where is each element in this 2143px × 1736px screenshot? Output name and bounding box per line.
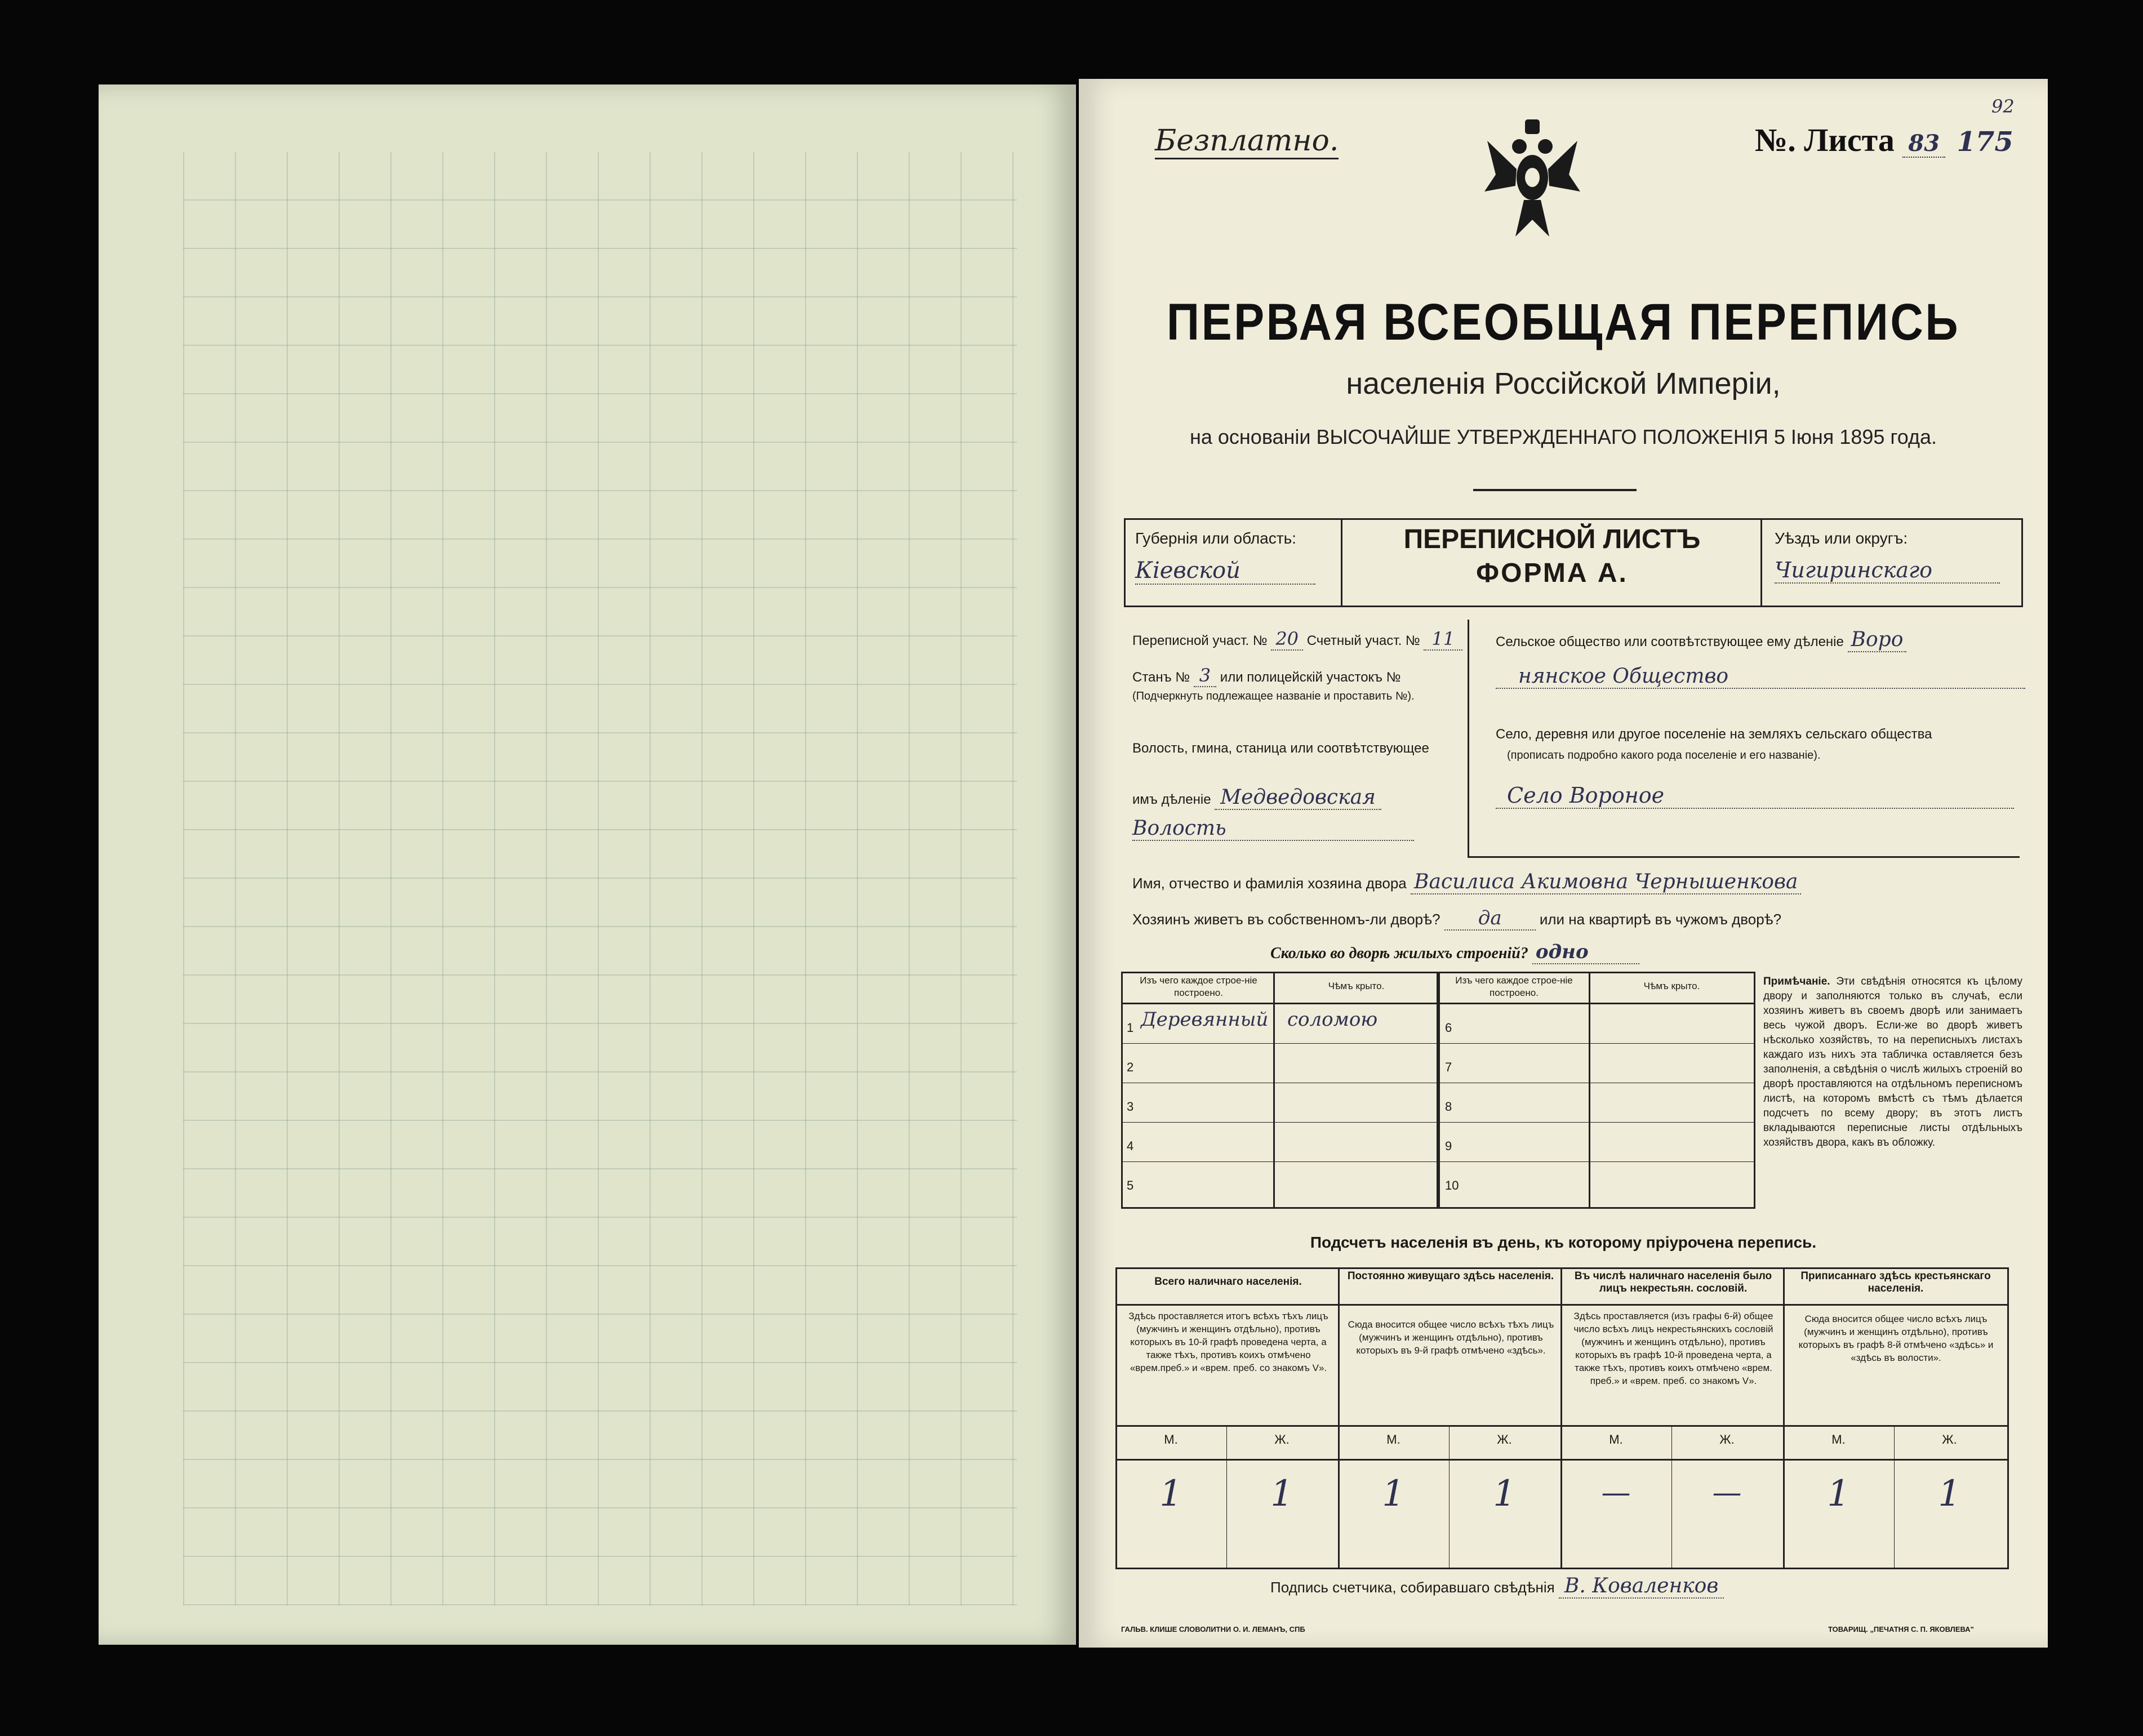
rent-label: или на квартирѣ въ чужомъ дворѣ? [1539,911,1782,928]
count-2-f: 1 [1493,1473,1516,1515]
col-roof-head: Чѣмъ крыто. [1643,981,1700,991]
note-title: Примѣчаніе. [1763,976,1830,987]
count-col-1-desc: Здѣсь проставляется итогъ всѣхъ тѣхъ лицъ (мужчинъ и женщинъ отдѣльно), противъ которыхъ въ 10-й графѣ проведена черта, а также тѣхъ, противъ коихъ отмѣчено «врем.преб.» и «врем. преб. со знакомъ V». [1128,1311,1328,1373]
document-basis: на основаніи ВЫСОЧАЙШЕ УТВЕРЖДЕННАГО ПОЛОЖЕНІЯ 5 Іюня 1895 года. [1189,425,1937,448]
col-material-head: Изъ чего каждое строе-ніе построено. [1455,975,1573,998]
printer-right: ТОВАРИЩ. „ПЕЧАТНЯ С. П. ЯКОВЛЕВА" [1828,1625,1974,1633]
schetny-label: Счетный участ. № [1306,633,1420,648]
uchastok-value: 20 [1271,628,1303,651]
row-number: 6 [1445,1021,1452,1035]
col-material-head: Изъ чего каждое строе-ніе построено. [1140,975,1257,998]
divider [1437,972,1440,1209]
divider [1338,1267,1340,1569]
row1-material: Деревянный [1141,1008,1269,1031]
uchastok-label: Переписной участ. № [1132,633,1268,648]
count-col-1-head: Всего наличнаго населенія. [1154,1276,1302,1288]
printer-left: ГАЛЬВ. КЛИШЕ СЛОВОЛИТНИ О. И. ЛЕМАНЪ, СПБ [1121,1625,1305,1633]
sheet-number-value: 83 [1902,130,1945,158]
society-value-1: Воро [1848,628,1907,652]
note-text: Эти свѣдѣнія относятся къ цѣлому двору и заполняются только въ случаѣ, если хозяинъ живетъ въ своемъ дворѣ или занимаетъ весь чужой дворъ. Если-же во дворѣ живетъ нѣсколько хозяйствъ, то на переписныхъ листахъ каждаго изъ нихъ эта табличка оставляется безъ заполненія, а свѣдѣнія о числѣ жилыхъ строеній во дворѣ проставляются на отдѣльномъ переписномъ листѣ, на которомъ вмѣстѣ съ тѣмъ дѣлается подсчетъ по всему двору; въ этотъ листъ вкладываются переписные листы отдѣльныхъ хозяйствъ двора, какъ въ обложку. [1763,976,2023,1149]
sheet-number-extra: 175 [1957,126,2013,158]
village-label: Село, деревня или другое поселеніе на земляхъ сельскаго общества [1496,727,1932,742]
volost-label-2: имъ дѣленіе [1132,792,1211,807]
row-number: 1 [1127,1021,1134,1035]
police-label: или полицейскій участокъ № [1220,670,1401,685]
count-1-f: 1 [1270,1473,1293,1515]
count-4-f: 1 [1938,1473,1961,1515]
f-label: Ж. [1497,1432,1512,1446]
village-note: (прописать подробно какого рода поселеніе и его названіе). [1507,749,1821,762]
f-label: Ж. [1942,1432,1957,1446]
document-subtitle: населенія Россійской Имперіи, [1346,367,1781,400]
signature-label: Подпись счетчика, собиравшаго свѣдѣнія [1270,1579,1555,1596]
divider [1115,1304,2009,1306]
volost-value-1: Медведовская [1215,786,1381,810]
free-label: Безплатно. [1155,124,1339,159]
underline-note: (Подчеркнуть подлежащее названіе и проставить №). [1132,690,1415,702]
buildings-value: одно [1532,941,1639,964]
corner-mark: 92 [1991,96,2015,117]
col-roof-head: Чѣмъ крыто. [1328,981,1385,991]
stan-label: Станъ № [1132,670,1190,685]
divider [1468,856,2020,858]
row-number: 5 [1127,1178,1134,1192]
row-number: 7 [1445,1060,1452,1074]
buildings-label: Сколько во дворѣ жилыхъ строеній? [1270,945,1528,962]
divider [1589,972,1590,1209]
divider [1273,972,1275,1209]
owner-name-value: Василиса Акимовна Чернышенкова [1411,870,1801,894]
divider [1783,1267,1785,1569]
ornament-divider [1473,489,1637,491]
count-3-f: — [1712,1476,1742,1510]
sheet-number-label: №. Листа [1755,122,1895,158]
count-3-m: — [1601,1476,1631,1510]
row-number: 9 [1445,1139,1452,1153]
row-number: 10 [1445,1178,1459,1192]
uezd-value: Чигиринскаго [1775,558,2000,584]
divider [1468,620,1469,856]
row-line [1121,1122,1755,1123]
m-label: М. [1831,1432,1846,1446]
owner-name-label: Имя, отчество и фамилія хозяина двора [1132,875,1407,892]
m-label: М. [1386,1432,1400,1446]
count-col-2-head: Постоянно живущаго здѣсь населенія. [1347,1270,1554,1282]
uezd-label: Уѣздъ или округъ: [1775,529,1908,547]
row1-roof: соломою [1287,1008,1378,1031]
count-col-4-desc: Сюда вносится общее число всѣхъ лицъ (мужчинъ и женщинъ отдѣльно), противъ которыхъ въ графѣ 8-й отмѣчено «здѣсь» и «здѣсь въ волости». [1798,1314,1994,1363]
divider [1341,518,1342,607]
row-number: 8 [1445,1100,1452,1114]
schetny-value: 11 [1424,628,1462,651]
left-page [99,84,1076,1645]
m-label: М. [1609,1432,1623,1446]
count-col-3-desc: Здѣсь проставляется (изъ графы 6-й) общее число всѣхъ лицъ некрестьянскихъ сословій (мужчинъ и женщинъ отдѣльно), противъ которыхъ въ графѣ 10-й проведена черта, а также тѣхъ, противъ коихъ отмѣчено «врем. преб.» и «врем. преб. со знакомъ V». [1573,1311,1773,1386]
count-col-2-desc: Сюда вносится общее число всѣхъ тѣхъ лицъ (мужчинъ и женщинъ отдѣльно), противъ которыхъ въ 9-й графѣ отмѣчено «здѣсь». [1348,1319,1554,1356]
count-col-4-head: Приписаннаго здѣсь крестьянскаго населенія. [1800,1270,1991,1294]
gubernia-label: Губернія или область: [1135,529,1296,547]
count-1-m: 1 [1159,1473,1182,1515]
divider [1115,1459,2009,1461]
f-label: Ж. [1719,1432,1735,1446]
census-form-page [1079,79,2048,1648]
own-yard-label: Хозяинъ живетъ въ собственномъ-ли дворѣ? [1132,911,1440,928]
f-label: Ж. [1274,1432,1290,1446]
row-number: 2 [1127,1060,1134,1074]
row-number: 4 [1127,1139,1134,1153]
society-label: Сельское общество или соотвѣтствующее ему дѣленіе [1496,634,1844,649]
m-label: М. [1164,1432,1178,1446]
faded-grid [183,152,1017,1605]
volost-value-2: Волость [1132,817,1414,841]
document-title: ПЕРВАЯ ВСЕОБЩАЯ ПЕРЕПИСЬ [1166,293,1960,351]
divider [1115,1425,2009,1427]
divider [1121,1003,1755,1004]
gubernia-value: Кіевской [1135,558,1315,585]
signature-value: В. Коваленков [1559,1574,1724,1599]
village-value: Село Вороное [1496,783,2014,809]
society-value-2: нянское Общество [1496,665,2025,689]
divider [1560,1267,1562,1569]
count-title: Подсчетъ населенія въ день, къ которому пріурочена перепись. [1310,1234,1817,1251]
form-title-line1: ПЕРЕПИСНОЙ ЛИСТЪ [1403,524,1701,554]
double-eagle-emblem [1484,107,1580,248]
divider [1760,518,1762,607]
own-yard-value: да [1444,907,1536,931]
row-line [1121,1161,1755,1162]
row-line [1121,1043,1755,1044]
count-col-3-head: Въ числѣ наличнаго населенія было лицъ некрестьян. сословій. [1574,1270,1772,1294]
row-number: 3 [1127,1100,1134,1114]
form-title-line2: ФОРМА А. [1476,558,1628,588]
stan-value: 3 [1194,665,1216,687]
count-2-m: 1 [1382,1473,1405,1515]
volost-label: Волость, гмина, станица или соотвѣтствующее [1132,741,1429,756]
count-4-m: 1 [1827,1473,1850,1515]
